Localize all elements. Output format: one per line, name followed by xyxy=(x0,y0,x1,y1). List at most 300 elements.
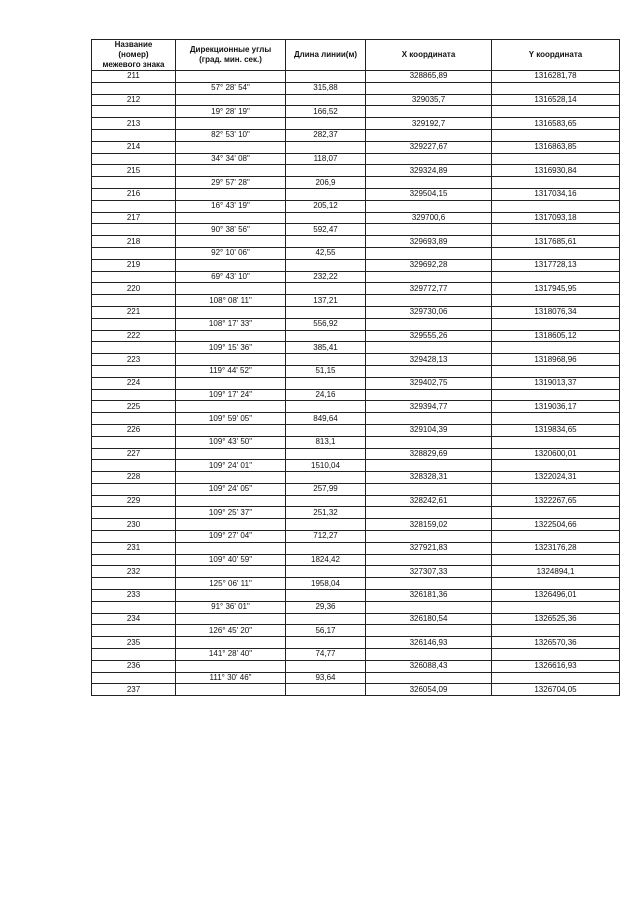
point-name: 221 xyxy=(92,306,176,318)
x-coordinate: 329035,7 xyxy=(366,94,492,106)
empty-cell xyxy=(366,554,492,566)
directional-angle: 109° 25' 37" xyxy=(176,507,286,519)
empty-cell xyxy=(176,141,286,153)
empty-cell xyxy=(366,200,492,212)
point-row xyxy=(92,472,620,484)
header-row xyxy=(92,40,620,71)
empty-cell xyxy=(92,318,176,330)
x-coordinate: 327307,33 xyxy=(366,566,492,578)
empty-cell xyxy=(176,236,286,248)
boundary-coordinates-table xyxy=(91,39,620,696)
x-coordinate: 326054,09 xyxy=(366,684,492,696)
directional-angle: 90° 38' 56" xyxy=(176,224,286,236)
empty-cell xyxy=(92,177,176,189)
empty-cell xyxy=(492,200,620,212)
empty-cell xyxy=(176,401,286,413)
y-coordinate: 1326525,36 xyxy=(492,613,620,625)
segment-row xyxy=(92,389,620,401)
empty-cell xyxy=(286,354,366,366)
y-coordinate: 1317093,18 xyxy=(492,212,620,224)
empty-cell xyxy=(92,483,176,495)
directional-angle: 29° 57' 28" xyxy=(176,177,286,189)
empty-cell xyxy=(92,153,176,165)
empty-cell xyxy=(176,330,286,342)
point-row xyxy=(92,118,620,130)
empty-cell xyxy=(366,365,492,377)
empty-cell xyxy=(366,271,492,283)
x-coordinate: 329394,77 xyxy=(366,401,492,413)
x-coordinate: 329772,77 xyxy=(366,283,492,295)
line-length: 93,64 xyxy=(286,672,366,684)
directional-angle: 125° 06' 11" xyxy=(176,578,286,590)
directional-angle: 141° 28' 40" xyxy=(176,649,286,661)
empty-cell xyxy=(286,94,366,106)
point-row xyxy=(92,660,620,672)
directional-angle: 82° 53' 10" xyxy=(176,129,286,141)
line-length: 29,36 xyxy=(286,601,366,613)
line-length: 51,15 xyxy=(286,365,366,377)
empty-cell xyxy=(176,660,286,672)
empty-cell xyxy=(492,625,620,637)
empty-cell xyxy=(492,318,620,330)
x-coordinate: 328242,61 xyxy=(366,495,492,507)
segment-row xyxy=(92,365,620,377)
header-length: Длина линии(м) xyxy=(286,40,366,71)
y-coordinate: 1316583,65 xyxy=(492,118,620,130)
line-length: 251,32 xyxy=(286,507,366,519)
empty-cell xyxy=(286,188,366,200)
point-name: 232 xyxy=(92,566,176,578)
line-length: 137,21 xyxy=(286,295,366,307)
empty-cell xyxy=(176,613,286,625)
directional-angle: 108° 08' 11" xyxy=(176,295,286,307)
empty-cell xyxy=(92,389,176,401)
directional-angle: 16° 43' 19" xyxy=(176,200,286,212)
directional-angle: 69° 43' 10" xyxy=(176,271,286,283)
line-length: 42,55 xyxy=(286,247,366,259)
point-row xyxy=(92,424,620,436)
empty-cell xyxy=(92,200,176,212)
header-name: Название (номер) межевого знака xyxy=(92,40,176,71)
x-coordinate: 328159,02 xyxy=(366,519,492,531)
empty-cell xyxy=(492,106,620,118)
point-row xyxy=(92,590,620,602)
y-coordinate: 1317945,95 xyxy=(492,283,620,295)
empty-cell xyxy=(286,165,366,177)
point-row xyxy=(92,684,620,696)
point-name: 228 xyxy=(92,472,176,484)
directional-angle: 109° 59' 05" xyxy=(176,413,286,425)
x-coordinate: 329504,15 xyxy=(366,188,492,200)
empty-cell xyxy=(92,82,176,94)
empty-cell xyxy=(176,165,286,177)
directional-angle: 109° 24' 01" xyxy=(176,460,286,472)
empty-cell xyxy=(176,94,286,106)
x-coordinate: 329324,89 xyxy=(366,165,492,177)
x-coordinate: 329227,67 xyxy=(366,141,492,153)
directional-angle: 91° 36' 01" xyxy=(176,601,286,613)
empty-cell xyxy=(286,377,366,389)
point-row xyxy=(92,71,620,83)
y-coordinate: 1319834,65 xyxy=(492,424,620,436)
empty-cell xyxy=(366,177,492,189)
empty-cell xyxy=(286,542,366,554)
empty-cell xyxy=(366,106,492,118)
segment-row xyxy=(92,531,620,543)
empty-cell xyxy=(286,236,366,248)
x-coordinate: 329700,6 xyxy=(366,212,492,224)
line-length: 849,64 xyxy=(286,413,366,425)
empty-cell xyxy=(286,259,366,271)
segment-row xyxy=(92,483,620,495)
empty-cell xyxy=(176,377,286,389)
empty-cell xyxy=(286,519,366,531)
directional-angle: 19° 28' 19" xyxy=(176,106,286,118)
point-name: 230 xyxy=(92,519,176,531)
x-coordinate: 328865,89 xyxy=(366,71,492,83)
empty-cell xyxy=(492,672,620,684)
empty-cell xyxy=(176,684,286,696)
x-coordinate: 329693,89 xyxy=(366,236,492,248)
empty-cell xyxy=(366,389,492,401)
empty-cell xyxy=(92,578,176,590)
y-coordinate: 1323176,28 xyxy=(492,542,620,554)
x-coordinate: 329192,7 xyxy=(366,118,492,130)
point-name: 213 xyxy=(92,118,176,130)
empty-cell xyxy=(176,188,286,200)
y-coordinate: 1316528,14 xyxy=(492,94,620,106)
empty-cell xyxy=(366,342,492,354)
point-name: 223 xyxy=(92,354,176,366)
empty-cell xyxy=(176,354,286,366)
empty-cell xyxy=(492,554,620,566)
point-row xyxy=(92,165,620,177)
line-length: 74,77 xyxy=(286,649,366,661)
empty-cell xyxy=(492,153,620,165)
point-name: 219 xyxy=(92,259,176,271)
empty-cell xyxy=(286,448,366,460)
empty-cell xyxy=(176,637,286,649)
empty-cell xyxy=(492,413,620,425)
y-coordinate: 1319036,17 xyxy=(492,401,620,413)
point-name: 216 xyxy=(92,188,176,200)
header-y: Y координата xyxy=(492,40,620,71)
empty-cell xyxy=(176,448,286,460)
point-name: 233 xyxy=(92,590,176,602)
empty-cell xyxy=(286,141,366,153)
empty-cell xyxy=(286,424,366,436)
point-row xyxy=(92,354,620,366)
line-length: 257,99 xyxy=(286,483,366,495)
x-coordinate: 329104,39 xyxy=(366,424,492,436)
empty-cell xyxy=(492,247,620,259)
x-coordinate: 329555,26 xyxy=(366,330,492,342)
empty-cell xyxy=(92,365,176,377)
line-length: 315,88 xyxy=(286,82,366,94)
point-name: 231 xyxy=(92,542,176,554)
y-coordinate: 1322267,65 xyxy=(492,495,620,507)
line-length: 56,17 xyxy=(286,625,366,637)
segment-row xyxy=(92,507,620,519)
line-length: 205,12 xyxy=(286,200,366,212)
directional-angle: 126° 45' 20" xyxy=(176,625,286,637)
directional-angle: 109° 43' 50" xyxy=(176,436,286,448)
line-length: 206,9 xyxy=(286,177,366,189)
empty-cell xyxy=(176,118,286,130)
empty-cell xyxy=(286,566,366,578)
segment-row xyxy=(92,177,620,189)
y-coordinate: 1318076,34 xyxy=(492,306,620,318)
point-row xyxy=(92,519,620,531)
point-row xyxy=(92,236,620,248)
line-length: 166,52 xyxy=(286,106,366,118)
directional-angle: 109° 40' 59" xyxy=(176,554,286,566)
empty-cell xyxy=(366,625,492,637)
x-coordinate: 327921,83 xyxy=(366,542,492,554)
directional-angle: 34° 34' 08" xyxy=(176,153,286,165)
point-name: 229 xyxy=(92,495,176,507)
segment-row xyxy=(92,554,620,566)
point-row xyxy=(92,495,620,507)
empty-cell xyxy=(286,684,366,696)
y-coordinate: 1326496,01 xyxy=(492,590,620,602)
empty-cell xyxy=(366,507,492,519)
segment-row xyxy=(92,649,620,661)
point-row xyxy=(92,188,620,200)
empty-cell xyxy=(92,129,176,141)
y-coordinate: 1317728,13 xyxy=(492,259,620,271)
line-length: 282,37 xyxy=(286,129,366,141)
point-row xyxy=(92,377,620,389)
point-row xyxy=(92,283,620,295)
empty-cell xyxy=(366,672,492,684)
empty-cell xyxy=(176,542,286,554)
x-coordinate: 329692,28 xyxy=(366,259,492,271)
empty-cell xyxy=(286,283,366,295)
point-name: 224 xyxy=(92,377,176,389)
directional-angle: 109° 24' 05" xyxy=(176,483,286,495)
empty-cell xyxy=(492,342,620,354)
y-coordinate: 1316281,78 xyxy=(492,71,620,83)
empty-cell xyxy=(176,71,286,83)
directional-angle: 57° 28' 54" xyxy=(176,82,286,94)
empty-cell xyxy=(492,295,620,307)
line-length: 592,47 xyxy=(286,224,366,236)
segment-row xyxy=(92,625,620,637)
empty-cell xyxy=(286,330,366,342)
empty-cell xyxy=(92,342,176,354)
segment-row xyxy=(92,82,620,94)
y-coordinate: 1320600,01 xyxy=(492,448,620,460)
empty-cell xyxy=(92,601,176,613)
empty-cell xyxy=(366,531,492,543)
point-name: 214 xyxy=(92,141,176,153)
empty-cell xyxy=(492,271,620,283)
empty-cell xyxy=(492,389,620,401)
directional-angle: 109° 15' 36" xyxy=(176,342,286,354)
x-coordinate: 329730,06 xyxy=(366,306,492,318)
x-coordinate: 326180,54 xyxy=(366,613,492,625)
point-row xyxy=(92,637,620,649)
empty-cell xyxy=(176,495,286,507)
point-name: 234 xyxy=(92,613,176,625)
x-coordinate: 328829,69 xyxy=(366,448,492,460)
directional-angle: 109° 17' 24" xyxy=(176,389,286,401)
point-name: 235 xyxy=(92,637,176,649)
empty-cell xyxy=(176,519,286,531)
segment-row xyxy=(92,153,620,165)
empty-cell xyxy=(366,129,492,141)
directional-angle: 108° 17' 33" xyxy=(176,318,286,330)
segment-row xyxy=(92,224,620,236)
y-coordinate: 1326616,93 xyxy=(492,660,620,672)
point-row xyxy=(92,259,620,271)
empty-cell xyxy=(92,531,176,543)
line-length: 385,41 xyxy=(286,342,366,354)
y-coordinate: 1318968,96 xyxy=(492,354,620,366)
empty-cell xyxy=(176,306,286,318)
segment-row xyxy=(92,436,620,448)
x-coordinate: 326181,36 xyxy=(366,590,492,602)
empty-cell xyxy=(92,295,176,307)
point-row xyxy=(92,94,620,106)
line-length: 118,07 xyxy=(286,153,366,165)
line-length: 1824,42 xyxy=(286,554,366,566)
x-coordinate: 328328,31 xyxy=(366,472,492,484)
empty-cell xyxy=(492,436,620,448)
empty-cell xyxy=(176,424,286,436)
y-coordinate: 1316863,85 xyxy=(492,141,620,153)
empty-cell xyxy=(286,590,366,602)
empty-cell xyxy=(286,118,366,130)
segment-row xyxy=(92,672,620,684)
empty-cell xyxy=(366,578,492,590)
directional-angle: 109° 27' 04" xyxy=(176,531,286,543)
empty-cell xyxy=(92,507,176,519)
empty-cell xyxy=(492,177,620,189)
empty-cell xyxy=(492,129,620,141)
segment-row xyxy=(92,129,620,141)
empty-cell xyxy=(492,649,620,661)
directional-angle: 119° 44' 52" xyxy=(176,365,286,377)
empty-cell xyxy=(366,483,492,495)
empty-cell xyxy=(286,306,366,318)
empty-cell xyxy=(286,212,366,224)
directional-angle: 92° 10' 06" xyxy=(176,247,286,259)
y-coordinate: 1326704,05 xyxy=(492,684,620,696)
header-angle: Дирекционные углы (град. мин. сек.) xyxy=(176,40,286,71)
line-length: 232,22 xyxy=(286,271,366,283)
point-row xyxy=(92,401,620,413)
y-coordinate: 1322504,66 xyxy=(492,519,620,531)
point-name: 222 xyxy=(92,330,176,342)
empty-cell xyxy=(366,224,492,236)
empty-cell xyxy=(366,295,492,307)
segment-row xyxy=(92,342,620,354)
segment-row xyxy=(92,106,620,118)
empty-cell xyxy=(286,660,366,672)
point-row xyxy=(92,542,620,554)
empty-cell xyxy=(286,71,366,83)
empty-cell xyxy=(176,590,286,602)
x-coordinate: 326146,93 xyxy=(366,637,492,649)
segment-row xyxy=(92,413,620,425)
empty-cell xyxy=(176,283,286,295)
empty-cell xyxy=(492,601,620,613)
empty-cell xyxy=(176,566,286,578)
point-row xyxy=(92,566,620,578)
empty-cell xyxy=(92,649,176,661)
empty-cell xyxy=(92,224,176,236)
empty-cell xyxy=(92,554,176,566)
point-name: 218 xyxy=(92,236,176,248)
empty-cell xyxy=(366,413,492,425)
empty-cell xyxy=(92,413,176,425)
point-name: 211 xyxy=(92,71,176,83)
point-name: 226 xyxy=(92,424,176,436)
empty-cell xyxy=(366,649,492,661)
empty-cell xyxy=(492,365,620,377)
directional-angle: 111° 30' 46" xyxy=(176,672,286,684)
empty-cell xyxy=(366,247,492,259)
empty-cell xyxy=(286,472,366,484)
segment-row xyxy=(92,460,620,472)
point-name: 227 xyxy=(92,448,176,460)
point-name: 215 xyxy=(92,165,176,177)
y-coordinate: 1326570,36 xyxy=(492,637,620,649)
empty-cell xyxy=(92,460,176,472)
empty-cell xyxy=(492,224,620,236)
empty-cell xyxy=(492,531,620,543)
empty-cell xyxy=(92,247,176,259)
empty-cell xyxy=(492,82,620,94)
line-length: 813,1 xyxy=(286,436,366,448)
header-x: X координата xyxy=(366,40,492,71)
line-length: 1510,04 xyxy=(286,460,366,472)
empty-cell xyxy=(366,318,492,330)
empty-cell xyxy=(366,82,492,94)
empty-cell xyxy=(492,483,620,495)
point-name: 225 xyxy=(92,401,176,413)
point-row xyxy=(92,141,620,153)
y-coordinate: 1316930,84 xyxy=(492,165,620,177)
segment-row xyxy=(92,247,620,259)
empty-cell xyxy=(92,625,176,637)
line-length: 712,27 xyxy=(286,531,366,543)
y-coordinate: 1319013,37 xyxy=(492,377,620,389)
empty-cell xyxy=(286,401,366,413)
y-coordinate: 1322024,31 xyxy=(492,472,620,484)
y-coordinate: 1317034,16 xyxy=(492,188,620,200)
point-name: 237 xyxy=(92,684,176,696)
point-name: 220 xyxy=(92,283,176,295)
empty-cell xyxy=(286,637,366,649)
point-row xyxy=(92,330,620,342)
y-coordinate: 1318605,12 xyxy=(492,330,620,342)
empty-cell xyxy=(176,259,286,271)
segment-row xyxy=(92,578,620,590)
x-coordinate: 329402,75 xyxy=(366,377,492,389)
line-length: 556,92 xyxy=(286,318,366,330)
empty-cell xyxy=(286,495,366,507)
empty-cell xyxy=(366,153,492,165)
empty-cell xyxy=(366,601,492,613)
empty-cell xyxy=(176,472,286,484)
segment-row xyxy=(92,601,620,613)
empty-cell xyxy=(92,106,176,118)
point-name: 212 xyxy=(92,94,176,106)
empty-cell xyxy=(92,271,176,283)
